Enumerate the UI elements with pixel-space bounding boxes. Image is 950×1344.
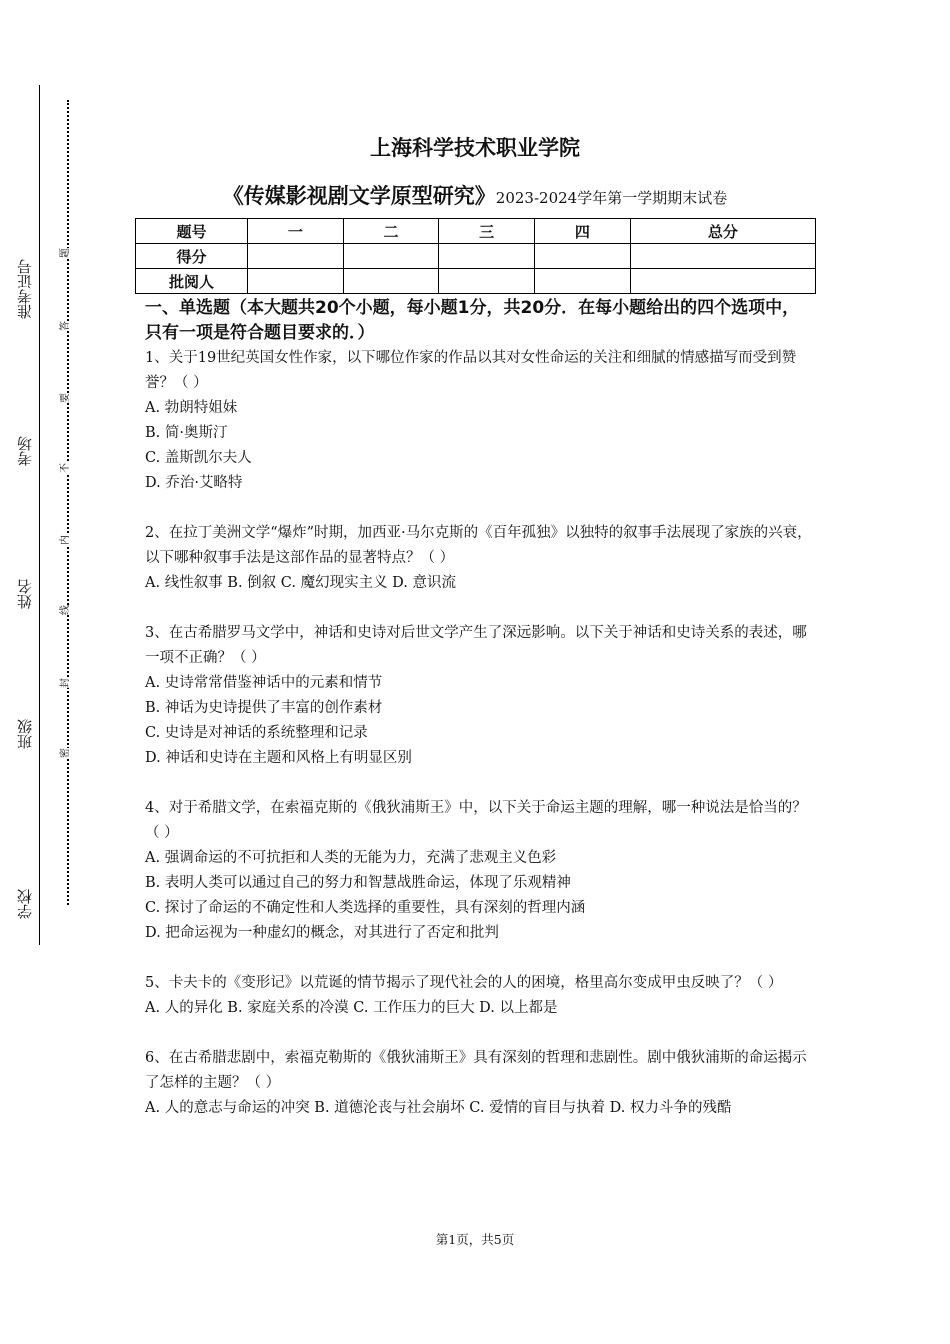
seal-char: 答	[58, 321, 74, 331]
score-cell	[439, 269, 535, 294]
seal-char: 封	[58, 678, 74, 688]
course-name: 《传媒影视剧文学原型研究》	[222, 184, 496, 208]
question-option: C. 史诗是对神话的系统整理和记录	[145, 725, 368, 741]
question-5	[145, 971, 815, 1021]
page-footer: 第1页，共5页	[435, 1232, 515, 1247]
seal-char: 线	[58, 605, 74, 615]
question-stem: 3、在古希腊罗马文学中，神话和史诗对后世文学产生了深远影响。以下关于神话和史诗关系的表述，哪一项不正确？（ ）	[145, 625, 807, 666]
question-1	[145, 346, 815, 496]
question-stem: 2、在拉丁美洲文学“爆炸”时期，加西亚·马尔克斯的《百年孤独》以独特的叙事手法展现了家族的兴衰，以下哪种叙事手法是这部作品的显著特点？（ ）	[145, 525, 812, 566]
question-2	[145, 521, 815, 596]
institution-title: 上海科学技术职业学院	[370, 136, 580, 160]
seal-char: 密	[58, 748, 74, 758]
score-cell	[248, 244, 344, 269]
score-cell	[343, 269, 439, 294]
question-option: A. 强调命运的不可抗拒和人类的无能为力，充满了悲观主义色彩	[145, 850, 557, 866]
question-option: A. 勃朗特姐妹	[145, 400, 238, 416]
question-stem: 5、卡夫卡的《变形记》以荒诞的情节揭示了现代社会的人的困境，格里高尔变成甲虫反映了？（ ）	[145, 975, 783, 991]
seal-char: 题	[58, 248, 74, 258]
score-cell	[343, 244, 439, 269]
score-row-label: 批阅人	[136, 269, 248, 294]
score-col-header: 二	[343, 219, 439, 244]
question-stem: 4、对于希腊文学，在索福克斯的《俄狄浦斯王》中，以下关于命运主题的理解，哪一种说法是恰当的？（ ）	[145, 800, 807, 841]
question-option: C. 盖斯凯尔夫人	[145, 450, 252, 466]
question-option: A. 史诗常常借鉴神话中的元素和情节	[145, 675, 383, 691]
question-option: B. 表明人类可以通过自己的努力和智慧战胜命运，体现了乐观精神	[145, 875, 571, 891]
question-option: A. 人的异化 B. 家庭关系的冷漠 C. 工作压力的巨大 D. 以上都是	[145, 1000, 558, 1016]
question-3	[145, 621, 815, 771]
score-table-header-row	[136, 219, 816, 244]
question-option: D. 乔治·艾略特	[145, 475, 243, 491]
score-col-header: 总分	[630, 219, 815, 244]
score-col-header: 一	[248, 219, 344, 244]
question-option: D. 把命运视为一种虚幻的概念，对其进行了否定和批判	[145, 925, 499, 941]
question-stem: 6、在古希腊悲剧中，索福克勒斯的《俄狄浦斯王》具有深刻的哲理和悲剧性。剧中俄狄浦斯的命运揭示了怎样的主题？（ ）	[145, 1050, 807, 1091]
margin-label-exam-room: 考场	[18, 432, 33, 470]
score-cell	[439, 244, 535, 269]
margin-label-class: 班级	[18, 715, 33, 753]
margin-label-name: 姓名	[18, 575, 33, 613]
score-table-row	[136, 269, 816, 294]
score-cell	[248, 269, 344, 294]
seal-dotted-line	[67, 100, 69, 905]
question-option: D. 神话和史诗在主题和风格上有明显区别	[145, 750, 412, 766]
seal-char: 不	[58, 463, 74, 473]
binding-margin-rule	[39, 85, 40, 945]
score-col-header: 四	[535, 219, 631, 244]
score-col-header: 题号	[136, 219, 248, 244]
score-cell	[630, 269, 815, 294]
question-option: B. 简·奥斯汀	[145, 425, 228, 441]
seal-char: 要	[58, 393, 74, 403]
question-option: A. 线性叙事 B. 倒叙 C. 魔幻现实主义 D. 意识流	[145, 575, 457, 591]
section-heading: 一、单选题（本大题共20个小题，每小题1分，共20分．在每小题给出的四个选项中，只有一项是符合题目要求的．）	[145, 298, 800, 343]
score-cell	[535, 244, 631, 269]
score-row-label: 得分	[136, 244, 248, 269]
score-cell	[630, 244, 815, 269]
score-col-header: 三	[439, 219, 535, 244]
question-option: A. 人的意志与命运的冲突 B. 道德沦丧与社会崩坏 C. 爱情的盲目与执着 D. 权力斗争的残酷	[145, 1100, 732, 1116]
question-stem: 1、关于19世纪英国女性作家，以下哪位作家的作品以其对女性命运的关注和细腻的情感描写而受到赞誉？（ ）	[145, 350, 797, 391]
seal-char: 内	[58, 535, 74, 545]
question-option: B. 神话为史诗提供了丰富的创作素材	[145, 700, 383, 716]
question-option: C. 探讨了命运的不确定性和人类选择的重要性，具有深刻的哲理内涵	[145, 900, 586, 916]
margin-label-school: 学校	[18, 885, 33, 923]
score-cell	[535, 269, 631, 294]
score-table-row	[136, 244, 816, 269]
exam-subtitle	[0, 180, 950, 210]
question-content	[145, 296, 815, 1121]
margin-label-exam-number: 准考证号	[18, 255, 33, 323]
question-4	[145, 796, 815, 946]
score-table	[135, 218, 816, 294]
question-6	[145, 1046, 815, 1121]
exam-term: 2023-2024学年第一学期期末试卷	[495, 189, 728, 207]
